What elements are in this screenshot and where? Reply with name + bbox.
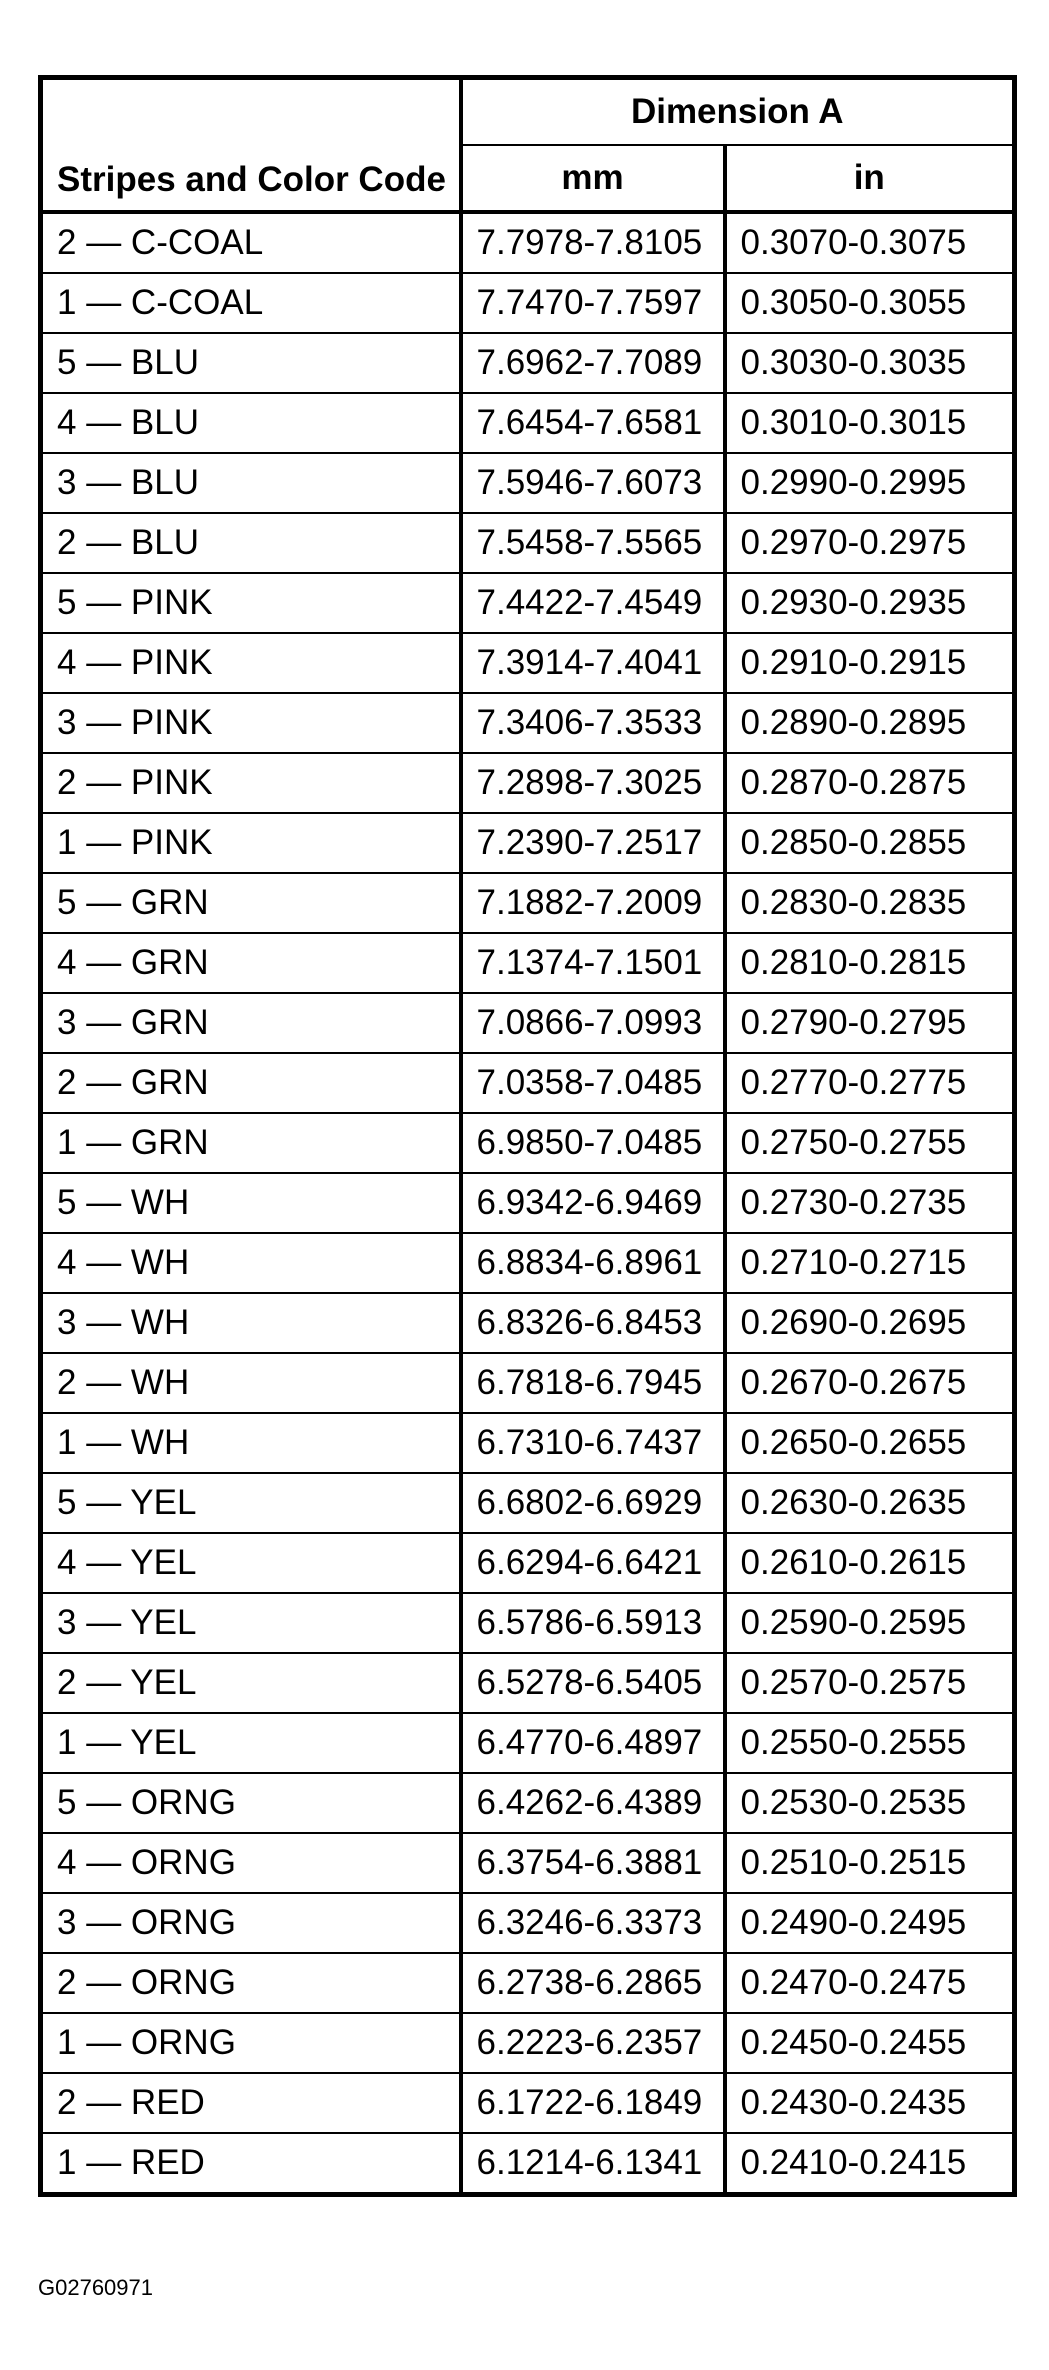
dimension-in-cell: 0.2990-0.2995 [725, 453, 1015, 513]
dimension-mm-cell: 6.7818-6.7945 [461, 1353, 725, 1413]
dimension-mm-cell: 7.6454-7.6581 [461, 393, 725, 453]
figure-id-label: G02760971 [38, 2275, 153, 2300]
dimension-in-cell: 0.3070-0.3075 [725, 212, 1015, 273]
stripe-color-code-cell: 4 — WH [41, 1233, 461, 1293]
table-row [41, 693, 1015, 753]
stripe-color-code-cell: 1 — YEL [41, 1713, 461, 1773]
dimension-mm-cell: 6.7310-6.7437 [461, 1413, 725, 1473]
dimension-mm-cell: 7.1374-7.1501 [461, 933, 725, 993]
stripe-color-code-cell: 3 — PINK [41, 693, 461, 753]
stripe-color-code-cell: 5 — PINK [41, 573, 461, 633]
dimension-mm-cell: 6.8834-6.8961 [461, 1233, 725, 1293]
stripe-color-code-cell: 2 — WH [41, 1353, 461, 1413]
table-row [41, 2133, 1015, 2195]
table-row [41, 1473, 1015, 1533]
stripe-color-code-cell: 5 — GRN [41, 873, 461, 933]
stripe-color-code-cell: 5 — BLU [41, 333, 461, 393]
stripe-color-code-cell: 4 — ORNG [41, 1833, 461, 1893]
dimension-in-cell: 0.2910-0.2915 [725, 633, 1015, 693]
dimension-mm-cell: 7.7470-7.7597 [461, 273, 725, 333]
dimension-in-cell: 0.2730-0.2735 [725, 1173, 1015, 1233]
stripe-color-code-cell: 5 — ORNG [41, 1773, 461, 1833]
dimension-mm-cell: 7.1882-7.2009 [461, 873, 725, 933]
table-row [41, 1833, 1015, 1893]
stripe-color-code-cell: 1 — ORNG [41, 2013, 461, 2073]
table-row [41, 1653, 1015, 1713]
stripe-color-code-cell: 3 — YEL [41, 1593, 461, 1653]
dimension-in-cell: 0.2570-0.2575 [725, 1653, 1015, 1713]
stripe-color-code-cell: 4 — YEL [41, 1533, 461, 1593]
table-row [41, 633, 1015, 693]
dimension-mm-cell: 7.5946-7.6073 [461, 453, 725, 513]
table-row [41, 1893, 1015, 1953]
dimension-in-cell: 0.2850-0.2855 [725, 813, 1015, 873]
dimension-mm-cell: 6.4770-6.4897 [461, 1713, 725, 1773]
dimension-mm-cell: 6.1722-6.1849 [461, 2073, 725, 2133]
stripe-color-code-cell: 1 — PINK [41, 813, 461, 873]
table-row [41, 573, 1015, 633]
dimension-mm-cell: 6.6802-6.6929 [461, 1473, 725, 1533]
stripe-color-code-cell: 4 — PINK [41, 633, 461, 693]
dimension-mm-cell: 7.0866-7.0993 [461, 993, 725, 1053]
stripe-color-code-cell: 2 — ORNG [41, 1953, 461, 2013]
dimension-in-cell: 0.2710-0.2715 [725, 1233, 1015, 1293]
dimension-mm-cell: 6.2738-6.2865 [461, 1953, 725, 2013]
dimension-mm-cell: 7.3406-7.3533 [461, 693, 725, 753]
dimension-mm-cell: 6.8326-6.8453 [461, 1293, 725, 1353]
stripe-color-code-cell: 5 — YEL [41, 1473, 461, 1533]
stripe-color-code-cell: 2 — PINK [41, 753, 461, 813]
table-row [41, 1173, 1015, 1233]
dimension-in-cell: 0.2410-0.2415 [725, 2133, 1015, 2195]
dimension-in-cell: 0.2590-0.2595 [725, 1593, 1015, 1653]
dimension-in-cell: 0.2690-0.2695 [725, 1293, 1015, 1353]
table-row [41, 1413, 1015, 1473]
stripe-color-code-cell: 3 — ORNG [41, 1893, 461, 1953]
dimension-mm-cell: 7.6962-7.7089 [461, 333, 725, 393]
table-row [41, 813, 1015, 873]
dimension-in-cell: 0.2790-0.2795 [725, 993, 1015, 1053]
table-row [41, 1293, 1015, 1353]
dimension-in-cell: 0.2770-0.2775 [725, 1053, 1015, 1113]
dimension-mm-cell: 6.5278-6.5405 [461, 1653, 725, 1713]
dimension-in-cell: 0.3030-0.3035 [725, 333, 1015, 393]
table-row [41, 393, 1015, 453]
dimension-in-cell: 0.3010-0.3015 [725, 393, 1015, 453]
dimension-mm-cell: 6.2223-6.2357 [461, 2013, 725, 2073]
dimension-in-cell: 0.2930-0.2935 [725, 573, 1015, 633]
stripe-color-code-cell: 4 — BLU [41, 393, 461, 453]
dimension-in-cell: 0.2470-0.2475 [725, 1953, 1015, 2013]
dimension-in-cell: 0.2490-0.2495 [725, 1893, 1015, 1953]
table-row [41, 1953, 1015, 2013]
dimension-mm-cell: 7.3914-7.4041 [461, 633, 725, 693]
table-row [41, 212, 1015, 273]
in-header: in [725, 145, 1015, 212]
dimension-in-cell: 0.2890-0.2895 [725, 693, 1015, 753]
dimension-mm-cell: 7.4422-7.4549 [461, 573, 725, 633]
dimension-in-cell: 0.2970-0.2975 [725, 513, 1015, 573]
table-body [41, 212, 1015, 2195]
table-row [41, 1113, 1015, 1173]
stripes-color-code-header: Stripes and Color Code [41, 78, 461, 213]
dimension-mm-cell: 6.9850-7.0485 [461, 1113, 725, 1173]
dimension-in-cell: 0.2670-0.2675 [725, 1353, 1015, 1413]
table-row [41, 933, 1015, 993]
dimension-in-cell: 0.2630-0.2635 [725, 1473, 1015, 1533]
dimension-mm-cell: 6.4262-6.4389 [461, 1773, 725, 1833]
dimension-in-cell: 0.2550-0.2555 [725, 1713, 1015, 1773]
dimension-mm-cell: 7.7978-7.8105 [461, 212, 725, 273]
stripe-color-code-cell: 2 — C-COAL [41, 212, 461, 273]
table-row [41, 333, 1015, 393]
dimension-mm-cell: 7.2898-7.3025 [461, 753, 725, 813]
dimension-in-cell: 0.2870-0.2875 [725, 753, 1015, 813]
table-row [41, 873, 1015, 933]
stripe-color-code-cell: 2 — RED [41, 2073, 461, 2133]
table-row [41, 1233, 1015, 1293]
dimension-in-cell: 0.2450-0.2455 [725, 2013, 1015, 2073]
table-row [41, 1353, 1015, 1413]
dimension-in-cell: 0.2530-0.2535 [725, 1773, 1015, 1833]
dimension-in-cell: 0.2510-0.2515 [725, 1833, 1015, 1893]
dimension-in-cell: 0.2810-0.2815 [725, 933, 1015, 993]
dimension-mm-cell: 6.9342-6.9469 [461, 1173, 725, 1233]
mm-header: mm [461, 145, 725, 212]
dimension-in-cell: 0.2750-0.2755 [725, 1113, 1015, 1173]
dimension-mm-cell: 6.3754-6.3881 [461, 1833, 725, 1893]
dimension-in-cell: 0.2610-0.2615 [725, 1533, 1015, 1593]
stripe-color-code-cell: 5 — WH [41, 1173, 461, 1233]
stripe-color-code-cell: 1 — RED [41, 2133, 461, 2195]
header-row-group [41, 78, 1015, 146]
stripe-color-code-cell: 1 — C-COAL [41, 273, 461, 333]
dimension-mm-cell: 6.6294-6.6421 [461, 1533, 725, 1593]
dimension-mm-cell: 7.5458-7.5565 [461, 513, 725, 573]
table-row [41, 753, 1015, 813]
dimension-table [38, 75, 1017, 2197]
stripe-color-code-cell: 1 — GRN [41, 1113, 461, 1173]
stripe-color-code-cell: 2 — YEL [41, 1653, 461, 1713]
dimension-in-cell: 0.2430-0.2435 [725, 2073, 1015, 2133]
table-row [41, 1533, 1015, 1593]
stripe-color-code-cell: 3 — GRN [41, 993, 461, 1053]
dimension-in-cell: 0.2650-0.2655 [725, 1413, 1015, 1473]
stripe-color-code-cell: 4 — GRN [41, 933, 461, 993]
table-row [41, 2013, 1015, 2073]
table-row [41, 1593, 1015, 1653]
table-row [41, 1773, 1015, 1833]
dimension-in-cell: 0.3050-0.3055 [725, 273, 1015, 333]
dimension-mm-cell: 7.0358-7.0485 [461, 1053, 725, 1113]
stripe-color-code-cell: 3 — BLU [41, 453, 461, 513]
dimension-in-cell: 0.2830-0.2835 [725, 873, 1015, 933]
table-row [41, 993, 1015, 1053]
stripe-color-code-cell: 3 — WH [41, 1293, 461, 1353]
stripe-color-code-cell: 1 — WH [41, 1413, 461, 1473]
table-row [41, 513, 1015, 573]
dimension-a-header: Dimension A [461, 78, 1015, 146]
dimension-mm-cell: 7.2390-7.2517 [461, 813, 725, 873]
dimension-mm-cell: 6.3246-6.3373 [461, 1893, 725, 1953]
table-row [41, 453, 1015, 513]
dimension-mm-cell: 6.1214-6.1341 [461, 2133, 725, 2195]
stripe-color-code-cell: 2 — GRN [41, 1053, 461, 1113]
table-row [41, 2073, 1015, 2133]
dimension-mm-cell: 6.5786-6.5913 [461, 1593, 725, 1653]
stripe-color-code-cell: 2 — BLU [41, 513, 461, 573]
table-row [41, 1053, 1015, 1113]
table-row [41, 273, 1015, 333]
table-row [41, 1713, 1015, 1773]
